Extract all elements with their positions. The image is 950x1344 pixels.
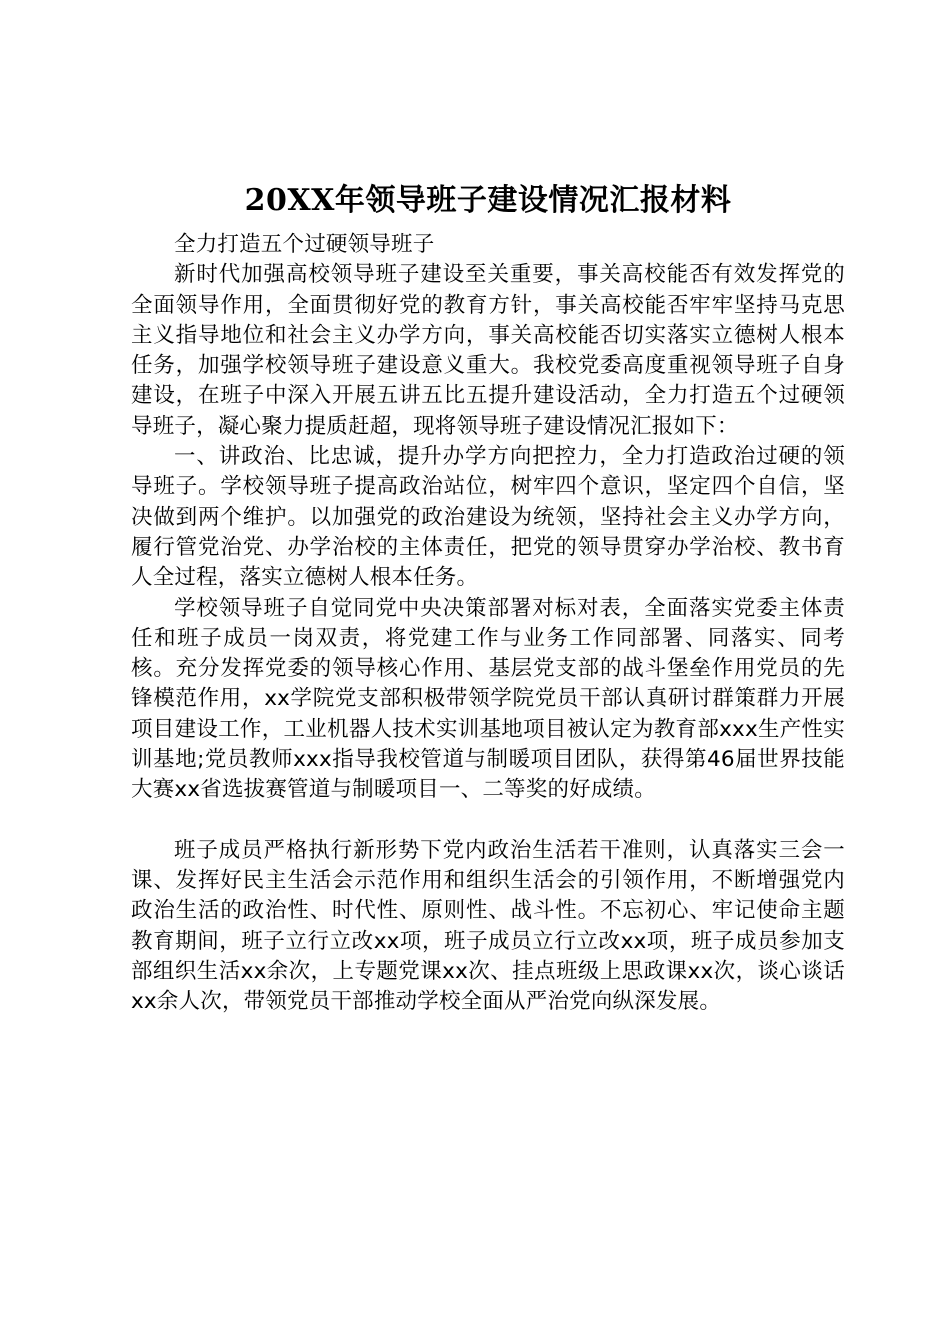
paragraph-intro: 新时代加强高校领导班子建设至关重要，事关高校能否有效发挥党的全面领导作用，全面贯彻好党的教育方针，事关高校能否牢牢坚持马克思主义指导地位和社会主义办学方向，事关高校能否切实落实立德树人根本任务，加强学校领导班子建设意义重大。我校党委高度重视领导班子自身建设，在班子中深入开展五讲五比五提升建设活动，全力打造五个过硬领导班子，凝心聚力提质赶超，现将领导班子建设情况汇报如下：	[131, 262, 845, 439]
document-title: 20XX年领导班子建设情况汇报材料	[244, 183, 732, 218]
document-subtitle: 全力打造五个过硬领导班子	[174, 232, 435, 257]
document-page	[131, 178, 845, 1017]
paragraph-party-responsibility: 学校领导班子自觉同党中央决策部署对标对表，全面落实党委主体责任和班子成员一岗双责，将党建工作与业务工作同部署、同落实、同考核。充分发挥党委的领导核心作用、基层党支部的战斗堡垒作用党员的先锋模范作用，xx学院党支部积极带领学院党员干部认真研讨群策群力开展项目建设工作，工业机器人技术实训基地项目被认定为教育部xxx生产性实训基地;党员教师xxx指导我校管道与制暖项目团队，获得第46届世界技能大赛xx省选拔赛管道与制暖项目一、二等奖的好成绩。	[131, 595, 845, 803]
paragraph-section-one: 一、讲政治、比忠诚，提升办学方向把控力，全力打造政治过硬的领导班子。学校领导班子提高政治站位，树牢四个意识，坚定四个自信，坚决做到两个维护。以加强党的政治建设为统领，坚持社会主义办学方向，履行管党治党、办学治校的主体责任，把党的领导贯穿办学治校、教书育人全过程，落实立德树人根本任务。	[131, 444, 845, 591]
paragraph-political-life: 班子成员严格执行新形势下党内政治生活若干准则，认真落实三会一课、发挥好民主生活会示范作用和组织生活会的引领作用，不断增强党内政治生活的政治性、时代性、原则性、战斗性。不忘初心、牢记使命主题教育期间，班子立行立改xx项，班子成员立行立改xx项，班子成员参加支部组织生活xx余次，上专题党课xx次、挂点班级上思政课xx次，谈心谈话xx余人次，带领党员干部推动学校全面从严治党向纵深发展。	[131, 837, 845, 1015]
paragraph-spacer	[131, 806, 845, 836]
